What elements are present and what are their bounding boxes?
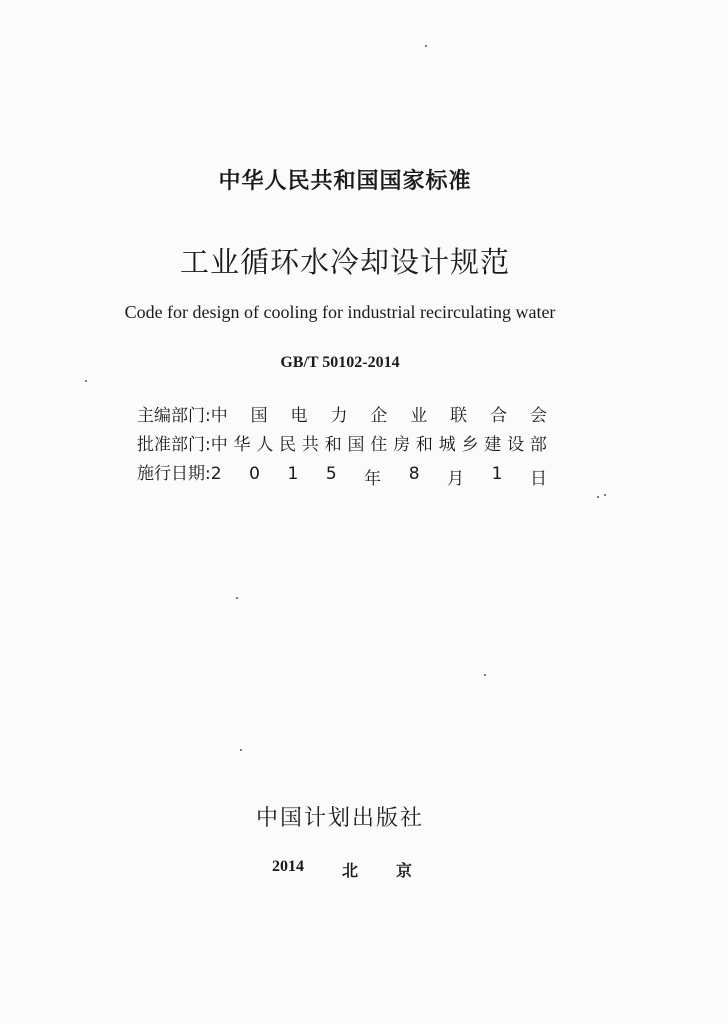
scan-speck [240, 749, 242, 751]
info-char: 国 [250, 406, 268, 426]
scan-speck [85, 380, 87, 382]
info-char: 和 [415, 435, 433, 455]
info-char: 华 [233, 435, 251, 455]
info-char: 乡 [461, 435, 479, 455]
effective-date-row [137, 459, 547, 489]
scan-speck [597, 496, 599, 498]
info-char: 企 [370, 406, 388, 426]
standard-code: GB/T 50102-2014 [280, 354, 400, 371]
publisher-name: 中国计划出版社 [255, 806, 424, 831]
info-char: 0 [249, 464, 260, 484]
info-char: 中 [210, 406, 228, 426]
effective-date-value [211, 464, 547, 489]
info-char: 1 [491, 464, 503, 484]
info-char: 年 [364, 469, 382, 489]
info-char: 力 [330, 406, 348, 426]
document-title-chinese: 工业循环水冷却设计规范 [179, 245, 510, 279]
scan-speck [236, 597, 238, 599]
info-char: 中 [210, 435, 228, 455]
info-char: 会 [529, 406, 547, 426]
info-char: 人 [256, 435, 274, 455]
publication-city-char-1: 北 [341, 863, 358, 880]
info-char: 业 [410, 406, 428, 426]
info-char: 城 [438, 435, 456, 455]
scan-speck [604, 494, 606, 496]
approval-department-value [211, 430, 547, 455]
publication-city-char-2: 京 [395, 863, 412, 880]
effective-date-label: 施行日期: [137, 464, 211, 484]
info-char: 民 [279, 435, 297, 455]
info-char: 1 [287, 464, 299, 484]
info-char: 和 [324, 435, 342, 455]
chief-editor-value [211, 401, 547, 426]
chief-editor-row [137, 401, 547, 426]
info-char: 月 [447, 469, 465, 489]
info-char: 日 [529, 469, 547, 489]
scan-speck [484, 674, 486, 676]
info-char: 设 [507, 435, 525, 455]
info-char: 部 [529, 435, 547, 455]
approval-department-row [137, 430, 547, 455]
info-char: 共 [301, 435, 319, 455]
info-char: 住 [370, 435, 388, 455]
info-char: 国 [347, 435, 365, 455]
info-char: 合 [490, 406, 508, 426]
publication-year: 2014 [272, 858, 304, 875]
info-char: 电 [290, 406, 308, 426]
publication-place-year [272, 858, 412, 881]
scan-speck [425, 45, 427, 47]
info-char: 联 [450, 406, 468, 426]
approval-department-label: 批准部门: [137, 435, 211, 455]
info-char: 建 [484, 435, 502, 455]
info-char: 5 [325, 464, 337, 484]
info-char: 房 [393, 435, 411, 455]
document-title-english: Code for design of cooling for industrial recirculating water [124, 302, 556, 322]
chief-editor-label: 主编部门: [137, 406, 211, 426]
info-char: 8 [408, 464, 420, 484]
standard-type-heading: 中华人民共和国国家标准 [218, 169, 472, 194]
info-char: 2 [210, 464, 222, 484]
